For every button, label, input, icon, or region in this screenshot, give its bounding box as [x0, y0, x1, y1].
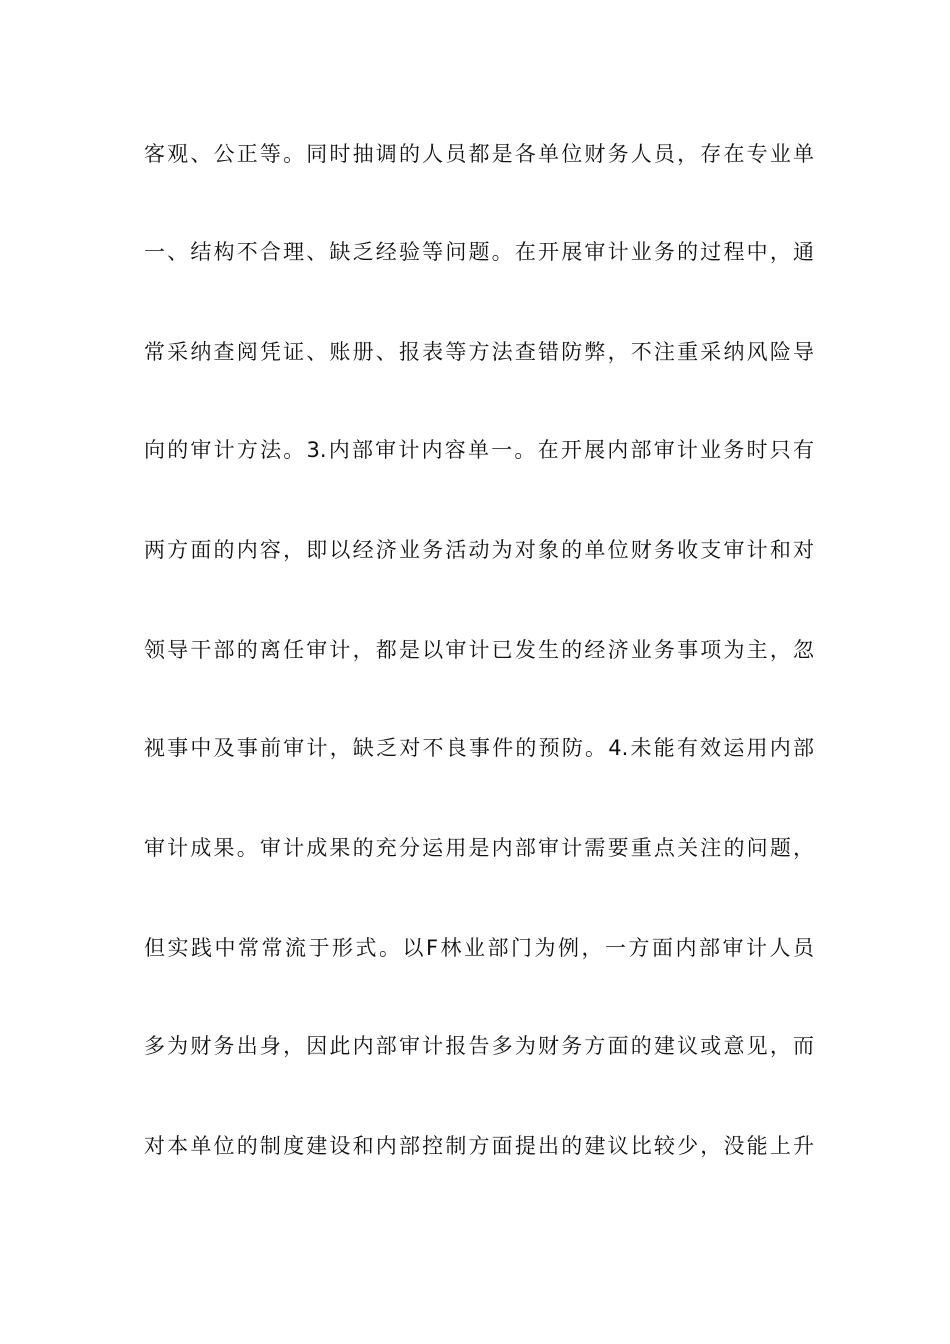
paragraph-line: 对本单位的制度建设和内部控制方面提出的建议比较少，没能上升	[144, 1134, 814, 1158]
paragraph-line: 视事中及事前审计，缺乏对不良事件的预防。4.未能有效运用内部	[144, 736, 814, 760]
paragraph-line: 审计成果。审计成果的充分运用是内部审计需要重点关注的问题，	[144, 836, 814, 860]
paragraph-line: 向的审计方法。3.内部审计内容单一。在开展内部审计业务时只有	[144, 438, 814, 462]
paragraph-line: 一、结构不合理、缺乏经验等问题。在开展审计业务的过程中，通	[144, 240, 814, 264]
paragraph-line: 常采纳查阅凭证、账册、报表等方法查错防弊，不注重采纳风险导	[144, 340, 814, 364]
paragraph-line: 客观、公正等。同时抽调的人员都是各单位财务人员，存在专业单	[144, 142, 814, 166]
paragraph-line: 领导干部的离任审计，都是以审计已发生的经济业务事项为主，忽	[144, 638, 814, 662]
paragraph-line: 但实践中常常流于形式。以F林业部门为例，一方面内部审计人员	[144, 936, 814, 960]
paragraph-line: 两方面的内容，即以经济业务活动为对象的单位财务收支审计和对	[144, 538, 814, 562]
paragraph-line: 多为财务出身，因此内部审计报告多为财务方面的建议或意见，而	[144, 1034, 814, 1058]
